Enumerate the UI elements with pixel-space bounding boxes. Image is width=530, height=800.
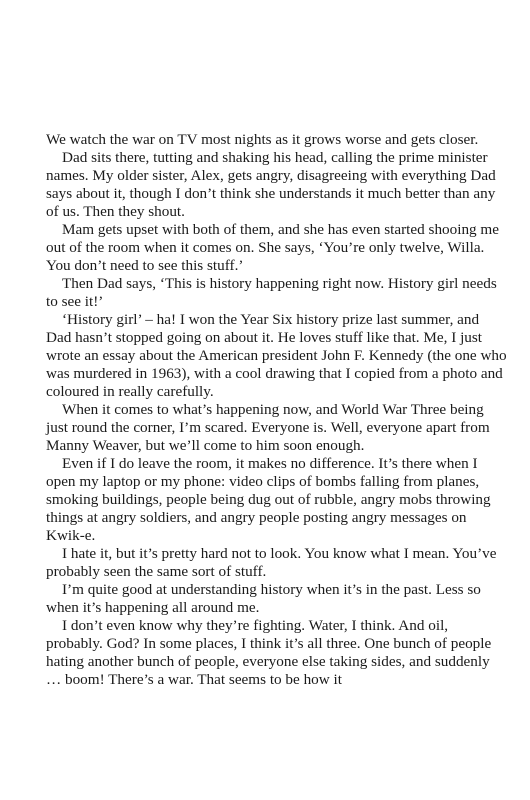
paragraph-7: Even if I do leave the room, it makes no difference. It’s there when I open my laptop or my phone: video clips of bombs falling from planes, smoking buildings, people being dug out of rubble, angry mobs throwing things at angry soldiers, and angry people posting angry messages on Kwik-e. (46, 455, 491, 544)
paragraph-3: Mam gets upset with both of them, and she has even started shooing me out of the room when it comes on. She says, ‘You’re only twelve, Willa. You don’t need to see this stuff.’ (46, 221, 499, 274)
paragraph-1: We watch the war on TV most nights as it grows worse and gets closer. (46, 131, 479, 148)
paragraph-5: ‘History girl’ – ha! I won the Year Six history prize last summer, and Dad hasn’t stopped going on about it. He loves stuff like that. Me, I just wrote an essay about the American president John F. Kennedy (the one who was murdered in 1963), with a cool drawing that I copied from a photo and coloured in really carefully. (46, 311, 507, 400)
paragraph-10: I don’t even know why they’re fighting. Water, I think. And oil, probably. God? In some places, I think it’s all three. One bunch of people hating another bunch of people, everyone else taking sides, and suddenly … boom! There’s a war. That seems to be how it (46, 617, 492, 688)
book-page-text (46, 131, 508, 689)
paragraph-2: Dad sits there, tutting and shaking his head, calling the prime minister names. My older sister, Alex, gets angry, disagreeing with everything Dad says about it, though I don’t think she understands it much better than any of us. Then they shout. (46, 149, 496, 220)
paragraph-9: I’m quite good at understanding history when it’s in the past. Less so when it’s happening all around me. (46, 581, 481, 616)
paragraph-8: I hate it, but it’s pretty hard not to look. You know what I mean. You’ve probably seen the same sort of stuff. (46, 545, 497, 580)
paragraph-6: When it comes to what’s happening now, and World War Three being just round the corner, I’m scared. Everyone is. Well, everyone apart from Manny Weaver, but we’ll come to him soon enough. (46, 401, 490, 454)
paragraph-4: Then Dad says, ‘This is history happening right now. History girl needs to see it!’ (46, 275, 497, 310)
